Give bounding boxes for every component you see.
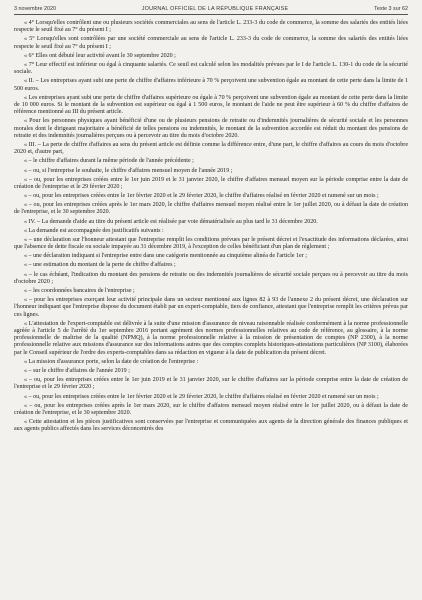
document-body [14,20,408,434]
paragraph: « – ou, pour les entreprises créées entre le 1er février 2020 et le 29 février 2020, le chiffre d'affaires réalisé en février 2020 et ramené sur un mois ; [24,193,379,200]
paragraph: « Les entreprises ayant subi une perte de chiffre d'affaires supérieure ou égale à 70 % perçoivent une subvention égale au montant de cette perte dans la limite de 10 000 euros. Si le montant de la subvention est supérieur ou égal à 1 500 euros, le montant de l'aide ne peut être supérieur à 60 % du chiffre d'affaires de référence mentionné au III du présent article. [14,94,408,116]
paragraph: « – une déclaration indiquant si l'entreprise entre dans une catégorie mentionnée au cinquième alinéa de l'article 1er ; [24,253,307,260]
paragraph: « 7° Leur effectif est inférieur ou égal à cinquante salariés. Ce seuil est calculé selon les modalités prévues par le I de l'article L. 130-1 du code de la sécurité sociale. [14,61,408,76]
header-text-number: Texte 3 sur 62 [374,6,408,12]
paragraph: « – ou, pour les entreprises créées après le 1er mars 2020, le chiffre d'affaires mensuel moyen réalisé entre le 1er juillet 2020, ou à défaut la date de création de l'entreprise, et le 30 septembre 2020. [14,202,408,216]
paragraph: « – ou, pour les entreprises créées entre le 1er juin 2019 et le 31 janvier 2020, sur le chiffre d'affaires sur la période comprise entre la date de création de l'entreprise et le 29 février 2020 ; [14,377,408,391]
paragraph: « – ou, pour les entreprises créées entre le 1er février 2020 et le 29 février 2020, le chiffre d'affaires réalisé en février 2020 et ramené sur un mois ; [24,393,379,400]
paragraph: « – sur le chiffre d'affaires de l'année 2019 ; [24,367,130,374]
paragraph: « 5° Lorsqu'elles sont contrôlées par une société commerciale au sens de l'article L. 233-3 du code de commerce, la somme des salariés des entités liées respecte le seuil fixé au 7° du présent I ; [14,36,408,50]
page-header [14,6,408,15]
paragraph: « L'attestation de l'expert-comptable est délivrée à la suite d'une mission d'assurance de niveau raisonnable réalisée conformément à la norme professionnelle agréée à l'article 5 de l'arrêté du 1er septembre 2016 portant agrément des normes professionnelles relatives au code de référence, au glossaire, à la norme professionnelle de maîtrise de la qualité (NPMQ), à la norme professionnelle relative à la mission de présentation de comptes (NP 2300), à la norme professionnelle relative aux missions d'assurance sur des informations autres que des comptes complets historiques-attestations particulières (NP 3100), élaborées par le Conseil supérieur de l'ordre des experts-comptables dans sa rédaction en vigueur à la date de publication du présent décret. [14,320,408,356]
paragraph: « III. – La perte de chiffre d'affaires au sens du présent article est définie comme la différence entre, d'une part, le chiffre d'affaires au cours du mois d'octobre 2020 et, d'autre part, [14,141,408,156]
paragraph: « – le chiffre d'affaires durant la même période de l'année précédente ; [24,158,194,165]
header-journal-title: JOURNAL OFFICIEL DE LA RÉPUBLIQUE FRANÇAISE [141,6,289,12]
paragraph: « 4° Lorsqu'elles contrôlent une ou plusieurs sociétés commerciales au sens de l'article L. 233-3 du code de commerce, la somme des salariés des entités liées respecte le seuil fixé au 7° du présent I ; [14,20,408,34]
paragraph: « Cette attestation et les pièces justificatives sont conservées par l'entreprise et communiquées aux agents de la direction générale des finances publiques et aux agents publics affectés dans les services déconcentrés des [14,419,408,433]
paragraph: « – une déclaration sur l'honneur attestant que l'entreprise remplit les conditions prévues par le présent décret et l'exactitude des informations déclarées, ainsi que l'absence de dette fiscale ou sociale impayée au 31 décembre 2019, à l'exception de celles bénéficiant d'un plan de règlement ; [14,236,408,251]
paragraph: « IV. – La demande d'aide au titre du présent article est réalisée par voie dématérialisée au plus tard le 31 décembre 2020. [24,218,318,225]
paragraph: « Pour les personnes physiques ayant bénéficié d'une ou de plusieurs pensions de retraite ou d'indemnités journalières de sécurité sociale et les personnes morales dont le dirigeant majoritaire a bénéficié de telles pensions ou indemnités, le montant de la subvention accordée est réduit du montant des pensions de retraite et des indemnités journalières perçues ou à percevoir au titre du mois d'octobre 2020. [14,118,408,139]
paragraph: « – pour les entreprises exerçant leur activité principale dans un secteur mentionné aux lignes 82 à 93 de l'annexe 2 du présent décret, une déclaration sur l'honneur indiquant que l'entreprise dispose du document établi par un expert-comptable, tiers de confiance, attestant que l'entreprise remplit les critères prévus par ces lignes. [14,297,408,318]
paragraph: « La mission d'assurance porte, selon la date de création de l'entreprise : [24,358,199,365]
paragraph: « La demande est accompagnée des justificatifs suivants : [24,227,164,234]
paragraph: « – ou, pour les entreprises créées après le 1er mars 2020, sur le chiffre d'affaires mensuel moyen réalisé entre le 1er juillet 2020, ou à défaut la date de création de l'entreprise, et le 30 septembre 2020. [14,402,408,416]
paragraph: « 6° Elles ont débuté leur activité avant le 30 septembre 2020 ; [24,52,176,59]
paragraph: « – les coordonnées bancaires de l'entreprise ; [24,287,135,294]
header-date: 3 novembre 2020 [14,6,56,12]
paragraph: « – une estimation du montant de la perte de chiffre d'affaires ; [24,262,176,269]
paragraph: « – ou, pour les entreprises créées entre le 1er juin 2019 et le 31 janvier 2020, le chiffre d'affaires mensuel moyen sur la période comprise entre la date de création de l'entreprise et le 29 février 2020 ; [14,176,408,190]
paragraph: « – ou, si l'entreprise le souhaite, le chiffre d'affaires mensuel moyen de l'année 2019 ; [24,167,233,174]
paragraph: « – le cas échéant, l'indication du montant des pensions de retraite ou des indemnités journalières de sécurité sociale perçues ou à percevoir au titre du mois d'octobre 2020 ; [14,271,408,285]
paragraph: « II. – Les entreprises ayant subi une perte de chiffre d'affaires inférieure à 70 % perçoivent une subvention égale au montant de cette perte dans la limite de 1 500 euros. [14,78,408,92]
